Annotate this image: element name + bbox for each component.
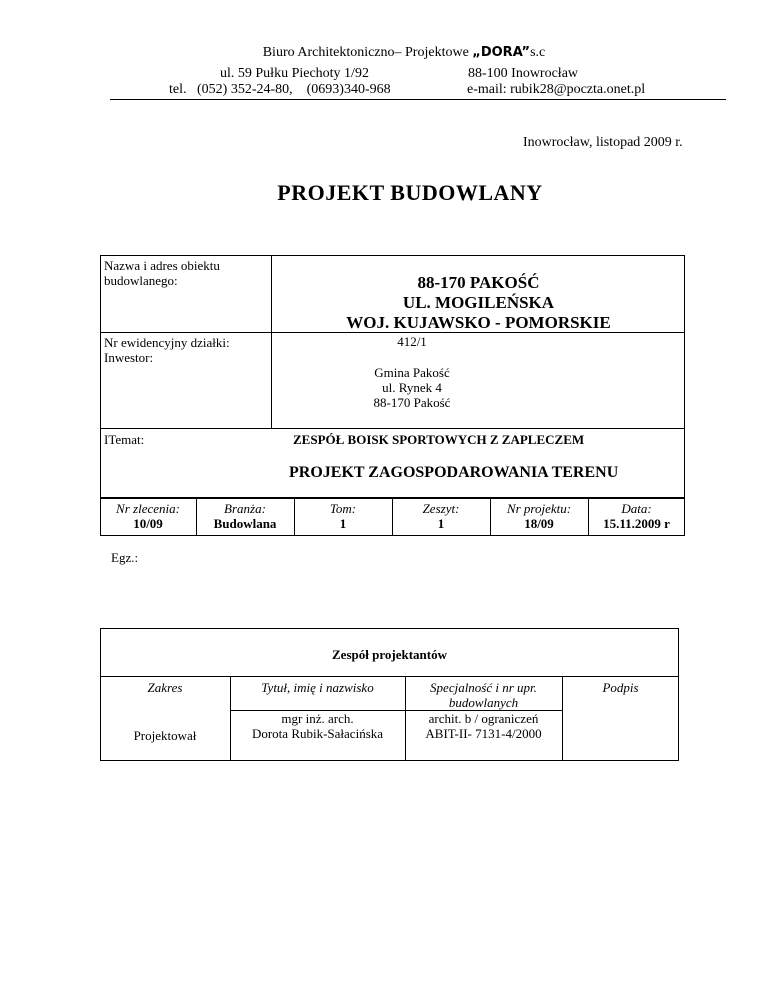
- company-email: e-mail: rubik28@poczta.onet.pl: [467, 82, 646, 97]
- team-col-sign: Podpis: [602, 680, 639, 695]
- meta-cell-order: [100, 501, 196, 531]
- investor-block: [272, 365, 552, 410]
- topic-row-divider: [100, 428, 685, 429]
- address-line-1: 88-170 PAKOŚĆ: [417, 273, 540, 292]
- meta-value: 10/09: [133, 516, 163, 531]
- parcel-value: 412/1: [397, 334, 427, 349]
- company-name: „DORA”: [472, 45, 531, 60]
- team-col-scope: Zakres: [147, 680, 183, 695]
- meta-cell-project-no: [490, 501, 588, 531]
- topic-line-1: ZESPÓŁ BOISK SPORTOWYCH Z ZAPLECZEM: [293, 432, 585, 447]
- object-name-label: Nazwa i adres obiektu budowlanego:: [104, 258, 220, 288]
- company-city: 88-100 Inowrocław: [468, 66, 579, 81]
- copies-label: Egz.:: [111, 550, 139, 565]
- team-row-spec: [405, 711, 562, 741]
- meta-label: Branża:: [224, 501, 266, 516]
- company-street: ul. 59 Pułku Piechoty 1/92: [220, 66, 369, 81]
- meta-cell-volume: [294, 501, 392, 531]
- company-prefix: Biuro Architektoniczno– Projektowe: [262, 45, 473, 60]
- meta-label: Nr projektu:: [506, 501, 572, 516]
- header-divider: [110, 99, 726, 100]
- team-col-spec-line-2: budowlanych: [448, 695, 519, 710]
- team-row-name-line-1: mgr inż. arch.: [281, 711, 354, 726]
- meta-value: 15.11.2009 r: [603, 516, 670, 531]
- meta-value: 18/09: [524, 516, 554, 531]
- team-row-name-line-2: Dorota Rubik-Sałacińska: [251, 726, 384, 741]
- topic-line-2: PROJEKT ZAGOSPODAROWANIA TERENU: [289, 464, 619, 481]
- parcel-label: Nr ewidencyjny działki:: [104, 335, 230, 350]
- team-col-name: Tytuł, imię i nazwisko: [261, 680, 374, 695]
- company-phone: tel. (052) 352-24-80, (0693)340-968: [169, 82, 391, 97]
- team-row-name: [230, 711, 405, 741]
- company-header: [0, 45, 768, 61]
- meta-label: Data:: [621, 501, 652, 516]
- team-header-divider: [100, 676, 679, 677]
- team-col-spec: [405, 680, 562, 710]
- meta-cell-booklet: [392, 501, 490, 531]
- page-title: PROJEKT BUDOWLANY: [277, 180, 543, 205]
- investor-line-1: Gmina Pakość: [374, 365, 450, 380]
- investor-line-2: ul. Rynek 4: [382, 380, 442, 395]
- company-suffix: s.c: [530, 45, 546, 60]
- team-table-title: Zespół projektantów: [332, 647, 447, 662]
- meta-value: Budowlana: [213, 516, 277, 531]
- meta-value: 1: [437, 516, 445, 531]
- address-line-3: WOJ. KUJAWSKO - POMORSKIE: [346, 313, 611, 332]
- meta-label: Nr zlecenia:: [116, 501, 180, 516]
- meta-cell-branch: [196, 501, 294, 531]
- meta-label: Tom:: [329, 501, 357, 516]
- meta-value: 1: [339, 516, 347, 531]
- team-row-spec-line-2: ABIT-II- 7131-4/2000: [425, 726, 542, 741]
- place-date: Inowrocław, listopad 2009 r.: [523, 135, 683, 150]
- investor-label: Inwestor:: [104, 350, 154, 365]
- team-row-scope: Projektował: [133, 728, 197, 743]
- object-address: [272, 273, 685, 333]
- team-row-spec-line-1: archit. b / ograniczeń: [428, 711, 539, 726]
- team-col-spec-line-1: Specjalność i nr upr.: [430, 680, 537, 695]
- topic-label: ITemat:: [104, 432, 145, 447]
- investor-line-3: 88-170 Pakość: [373, 395, 451, 410]
- meta-cell-date: [588, 501, 685, 531]
- address-line-2: UL. MOGILEŃSKA: [402, 293, 555, 312]
- meta-label: Zeszyt:: [422, 501, 460, 516]
